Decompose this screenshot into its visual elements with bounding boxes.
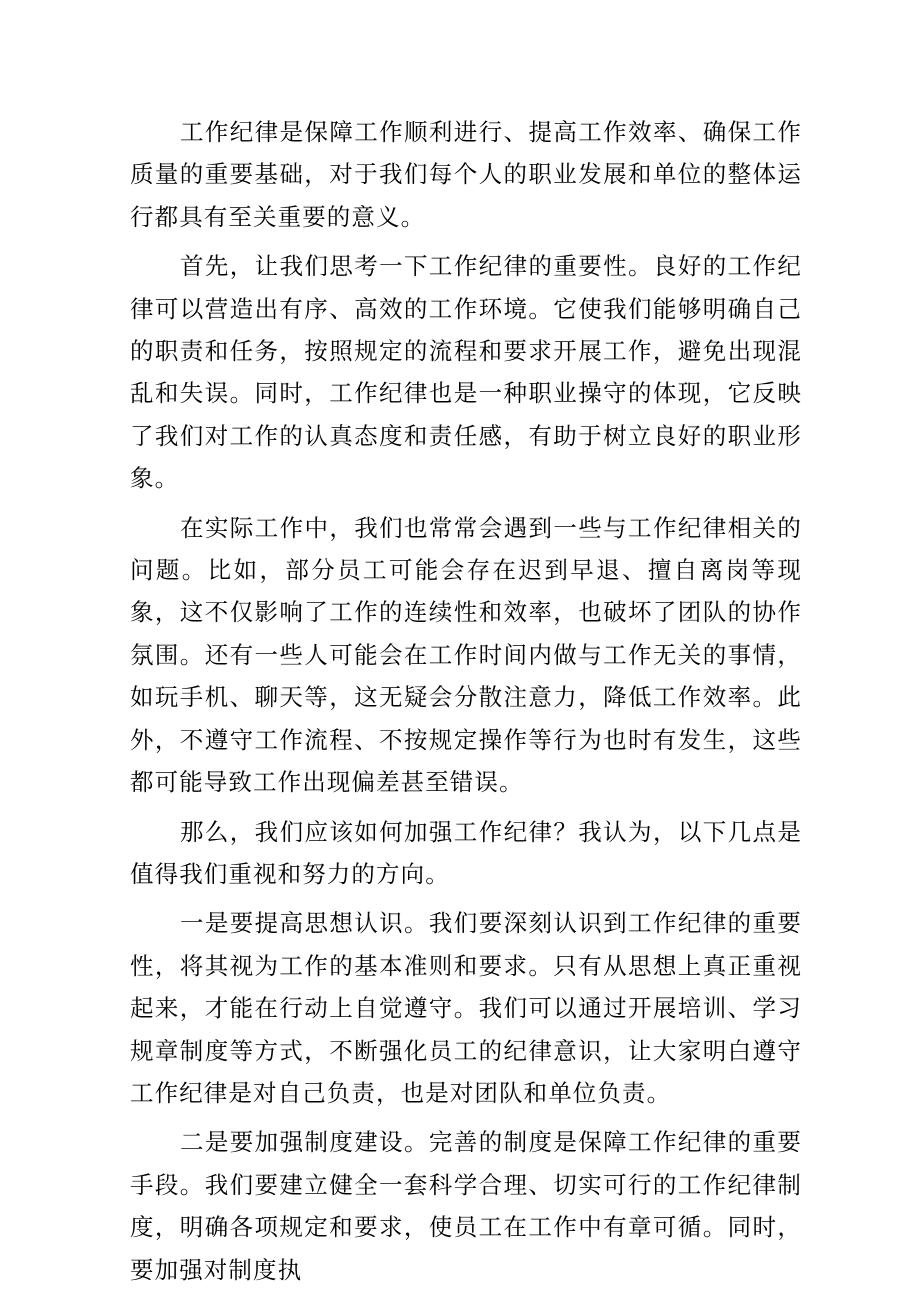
document-body xyxy=(130,111,802,1298)
paragraph-problems: 在实际工作中，我们也常常会遇到一些与工作纪律相关的问题。比如，部分员工可能会存在迟到早退、擅自离岗等现象，这不仅影响了工作的连续性和效率，也破坏了团队的协作氛围。还有一些人可能会在工作时间内做与工作无关的事情，如玩手机、聊天等，这无疑会分散注意力，降低工作效率。此外，不遵守工作流程、不按规定操作等行为也时有发生，这些都可能导致工作出现偏差甚至错误。 xyxy=(130,513,802,797)
paragraph-intro: 工作纪律是保障工作顺利进行、提高工作效率、确保工作质量的重要基础，对于我们每个人的职业发展和单位的整体运行都具有至关重要的意义。 xyxy=(130,118,802,231)
paragraph-question: 那么，我们应该如何加强工作纪律？我认为，以下几点是值得我们重视和努力的方向。 xyxy=(130,817,802,888)
paragraph-point-two: 二是要加强制度建设。完善的制度是保障工作纪律的重要手段。我们要建立健全一套科学合理、切实可行的工作纪律制度，明确各项规定和要求，使员工在工作中有章可循。同时，要加强对制度执 xyxy=(130,1128,802,1284)
paragraph-point-one: 一是要提高思想认识。我们要深刻认识到工作纪律的重要性，将其视为工作的基本准则和要求。只有从思想上真正重视起来，才能在行动上自觉遵守。我们可以通过开展培训、学习规章制度等方式，不断强化员工的纪律意识，让大家明白遵守工作纪律是对自己负责，也是对团队和单位负责。 xyxy=(130,909,802,1107)
paragraph-importance: 首先，让我们思考一下工作纪律的重要性。良好的工作纪律可以营造出有序、高效的工作环境。它使我们能够明确自己的职责和任务，按照规定的流程和要求开展工作，避免出现混乱和失误。同时，工作纪律也是一种职业操守的体现，它反映了我们对工作的认真态度和责任感，有助于树立良好的职业形象。 xyxy=(130,252,802,493)
